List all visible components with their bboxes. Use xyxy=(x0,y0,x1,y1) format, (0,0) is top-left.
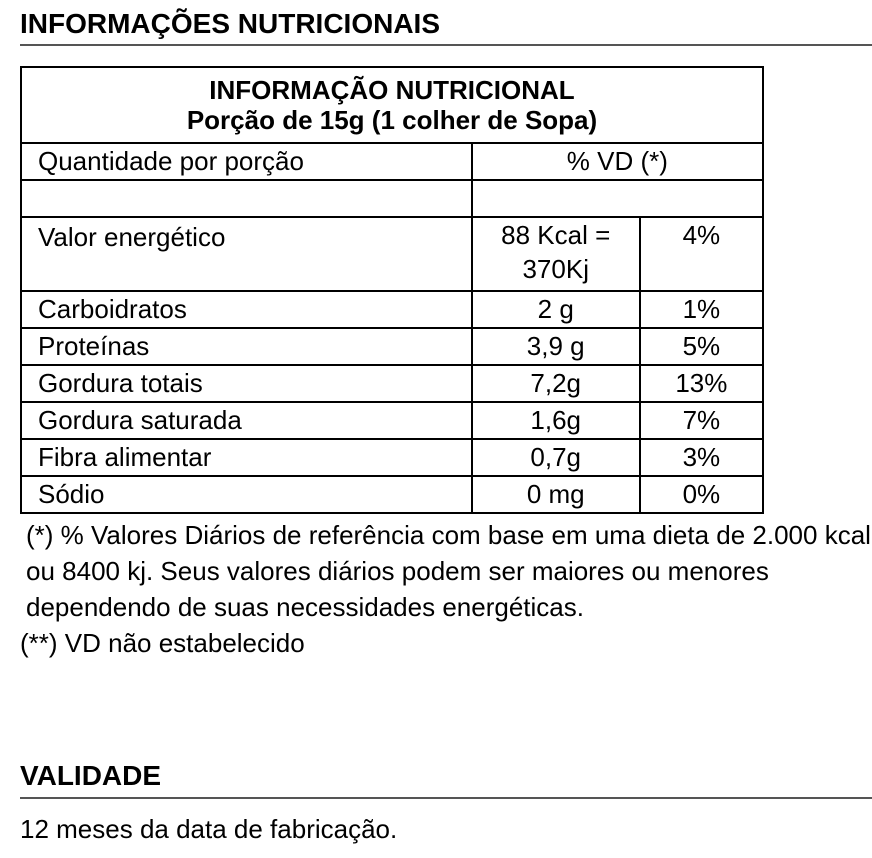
nutrient-vd: 5% xyxy=(640,328,763,365)
nutrient-amount: 2 g xyxy=(472,291,640,328)
validity-section-title: VALIDADE xyxy=(20,760,162,791)
table-row xyxy=(21,217,763,291)
section-divider xyxy=(20,797,872,799)
nutrition-table xyxy=(20,66,764,514)
nutrient-name: Sódio xyxy=(21,476,472,513)
nutrient-vd: 7% xyxy=(640,402,763,439)
column-header-quantity: Quantidade por porção xyxy=(21,143,472,180)
nutrient-vd: 4% xyxy=(640,217,763,291)
nutrient-name: Gordura totais xyxy=(21,365,472,402)
nutrient-amount: 0 mg xyxy=(472,476,640,513)
nutrient-vd: 13% xyxy=(640,365,763,402)
serving-size: Porção de 15g (1 colher de Sopa) xyxy=(186,105,598,135)
vd-not-established-footnote: (**) VD não estabelecido xyxy=(20,628,305,658)
daily-value-footnote: (*) % Valores Diários de referência com base em uma dieta de 2.000 kcal ou 8400 kj. Seus valores diários podem ser maiores ou menores dependendo de suas necessidades energéticas. xyxy=(26,520,871,622)
table-row xyxy=(21,365,763,402)
table-row xyxy=(21,476,763,513)
table-row xyxy=(21,402,763,439)
validity-text: 12 meses da data de fabricação. xyxy=(20,814,398,844)
table-heading: INFORMAÇÃO NUTRICIONAL xyxy=(209,75,575,105)
nutrient-amount: 0,7g xyxy=(472,439,640,476)
empty-cell xyxy=(472,180,763,217)
nutrient-amount: 7,2g xyxy=(472,365,640,402)
table-row xyxy=(21,439,763,476)
footnotes xyxy=(20,517,872,661)
nutrient-name: Proteínas xyxy=(21,328,472,365)
nutrient-name: Carboidratos xyxy=(21,291,472,328)
amount-line: 88 Kcal = xyxy=(501,220,611,250)
nutrient-amount xyxy=(472,217,640,291)
table-row xyxy=(21,328,763,365)
nutrient-name: Valor energético xyxy=(21,217,472,291)
section-divider xyxy=(20,44,872,46)
nutrient-name: Fibra alimentar xyxy=(21,439,472,476)
nutrient-vd: 1% xyxy=(640,291,763,328)
nutrition-section-title: INFORMAÇÕES NUTRICIONAIS xyxy=(20,8,440,39)
nutrient-vd: 3% xyxy=(640,439,763,476)
nutrient-amount: 3,9 g xyxy=(472,328,640,365)
table-header xyxy=(21,67,763,143)
table-row xyxy=(21,291,763,328)
nutrient-amount: 1,6g xyxy=(472,402,640,439)
nutrient-name: Gordura saturada xyxy=(21,402,472,439)
column-header-vd: % VD (*) xyxy=(472,143,763,180)
empty-cell xyxy=(21,180,472,217)
nutrient-vd: 0% xyxy=(640,476,763,513)
amount-line: 370Kj xyxy=(522,254,589,284)
